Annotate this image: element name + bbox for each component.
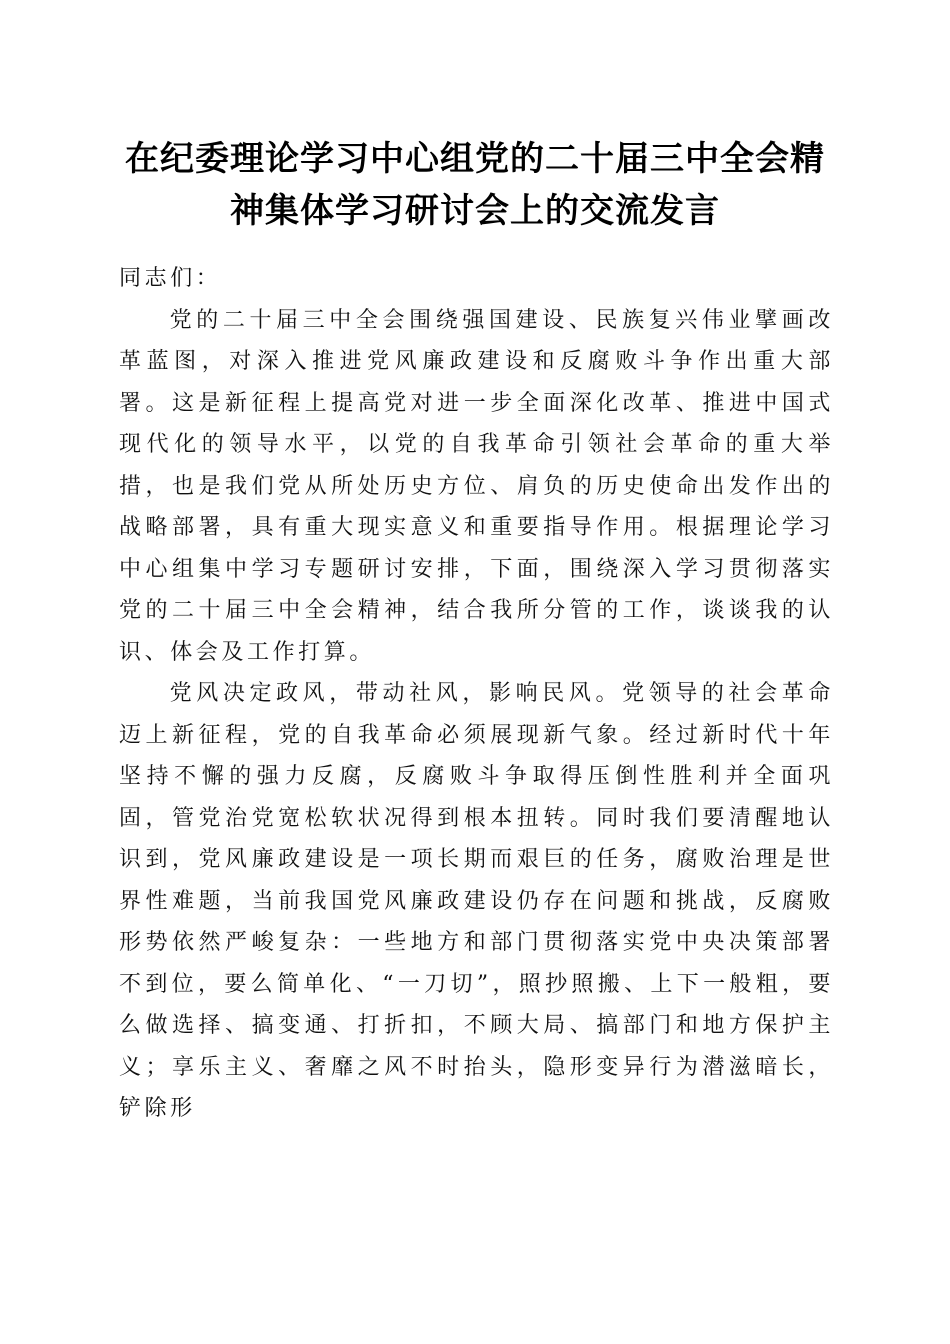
title-line-1: 在纪委理论学习中心组党的二十届三中全会精 [125,139,825,179]
title-line-2: 神集体学习研讨会上的交流发言 [230,191,720,231]
salutation: 同志们： [119,266,222,291]
document-title [100,133,850,237]
paragraph-1: 党的二十届三中全会围绕强国建设、民族复兴伟业擘画改革蓝图，对深入推进党风廉政建设和反腐败斗争作出重大部署。这是新征程上提高党对进一步全面深化改革、推进中国式现代化的领导水平，以党的自我革命引领社会革命的重大举措，也是我们党从所处历史方位、肩负的历史使命出发作出的战略部署，具有重大现实意义和重要指导作用。根据理论学习中心组集中学习专题研讨安排，下面，围绕深入学习贯彻落实党的二十届三中全会精神，结合我所分管的工作，谈谈我的认识、体会及工作打算。 [119,307,834,665]
paragraph-2: 党风决定政风，带动社风，影响民风。党领导的社会革命迈上新征程，党的自我革命必须展现新气象。经过新时代十年坚持不懈的强力反腐，反腐败斗争取得压倒性胜利并全面巩固，管党治党宽松软状况得到根本扭转。同时我们要清醒地认识到，党风廉政建设是一项长期而艰巨的任务，腐败治理是世界性难题，当前我国党风廉政建设仍存在问题和挑战，反腐败形势依然严峻复杂：一些地方和部门贯彻落实党中央决策部署不到位，要么简单化、“一刀切”，照抄照搬、上下一般粗，要么做选择、搞变通、打折扣，不顾大局、搞部门和地方保护主义；享乐主义、奢靡之风不时抬头，隐形变异行为潜滋暗长，铲除形 [119,681,834,1121]
document-body [119,258,834,1130]
